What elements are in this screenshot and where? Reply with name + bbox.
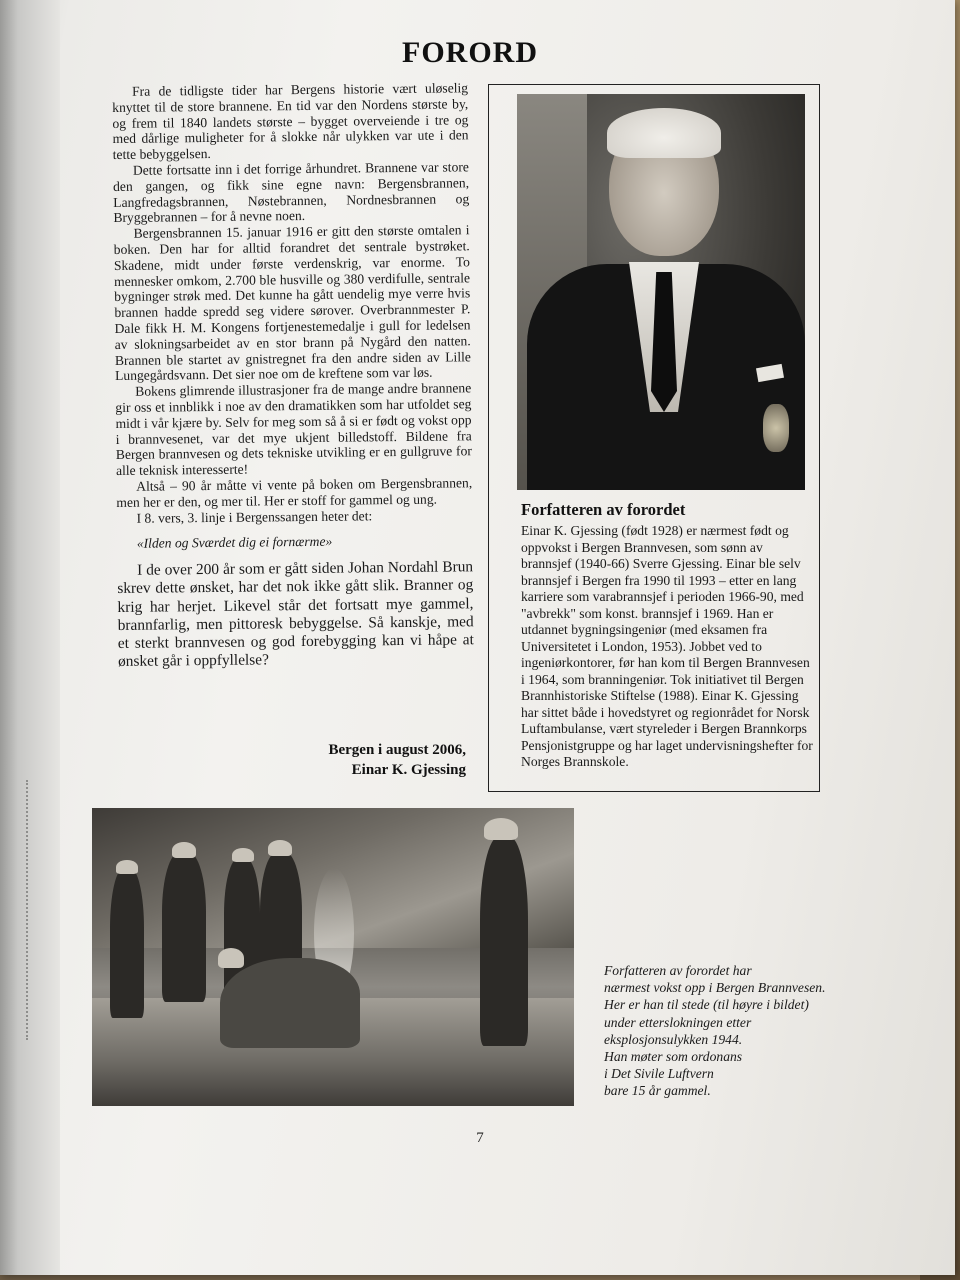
binding-stitches [26,780,38,1040]
helmet-icon [232,848,254,862]
paragraph: Bergensbrannen 15. januar 1916 er gitt den største omtalen i boken. Den har for alltid forandret det sentrale bystrøket. Skadene, midt under første verdenskrig, var enorme. To mennesker omkom, 2.700 ble husville og 380 verdifulle, sentrale bygninger strøk med. Det kunne ha gått uendelig mye verre hvis brannen hadde spredd seg videre sørover. Overbrannmester P. Dale fikk H. M. Kongens fortjenestemedalje i gull for ledelsen av slokningsarbeidet av en stor brann på Nygård den natten. Brannen ble startet av gnistregnet fra den andre siden av Lille Lungegårdsvann. Det sier noe om de kreftene som var løs. [113,222,471,384]
caption-line: Her er han til stede (til høyre i bildet) [604,997,809,1013]
paragraph: Fra de tidligste tider har Bergens historie vært uløselig knyttet til de store brannene. En tid var den Nordens største by, og frem til 1840 landets største – bygget overveiende i tre og med dårlige muligheter for å slokke når ulykken var ute i den tette bebyggelsen. [112,80,469,163]
caption-line: under etterslokningen etter [604,1014,752,1030]
caption-line: nærmest vokst opp i Bergen Brannvesen. [604,980,826,996]
paragraph: I 8. vers, 3. linje i Bergenssangen heter det: [136,507,373,526]
paragraph: Bokens glimrende illustrasjoner fra de mange andre brannene gir oss et innblikk i noe av den dramatikken som har utfoldet seg midt i vår kjære by. Selv for meg som så å si er født og vokst opp i brannvesenet, var det mye ukjent billedstoff. Bildene fra Bergen brannvesen og dets tekniske utvikling er en gullgruve for alle teknisk interesserte! [115,380,472,479]
badge-icon [763,404,789,452]
page-gutter [0,0,60,1275]
helmet-icon [268,840,292,856]
signature-name: Einar K. Gjessing [351,762,466,778]
author-box-heading: Forfatteren av forordet [521,500,686,519]
caption-line: eksplosjonsulykken 1944. [604,1031,743,1047]
helmet-icon [218,948,244,968]
caption-line: Han møter som ordonans [604,1049,743,1065]
caption-line: i Det Sivile Luftvern [604,1066,714,1082]
caption-line: bare 15 år gammel. [604,1083,711,1099]
photo-figure [162,852,206,1002]
page-title: FORORD [402,36,538,69]
photo-figure-author [480,836,528,1046]
caption-line: Forfatteren av forordet har [604,963,752,978]
foreword-body [112,80,474,671]
author-portrait-photo [517,94,805,490]
photo-figure [110,868,144,1018]
photo-hair [607,108,721,158]
photo-caption [604,962,864,1100]
signature-place-date: Bergen i august 2006, [328,742,466,758]
page-number: 7 [476,1130,484,1146]
paragraph: Dette fortsatte inn i det forrige århundret. Brannene var store den gangen, og fikk sine egne navn: Bergensbrannen, Langfredagsbrannen, Nøstebrannen, Nordnesbrannen og Bryggebrannen – for å nevne noen. [112,159,470,226]
helmet-icon [484,818,518,840]
historic-firefighters-photo [92,808,574,1106]
song-quote: «Ilden og Sværdet dig ei fornærme» [136,534,333,552]
author-bio: Einar K. Gjessing (født 1928) er nærmest født og oppvokst i Bergen Brannvesen, som sønn av brannsjef (1940-66) Sverre Gjessing. Einar ble selv brannsjef i Bergen fra 1990 til 1993 – etter en lang karriere som varabrannsjef i perioden 1966-90, med "avbrekk" som konst. brannsjef i 1969. Han er utdannet bygningsingeniør (med eksamen fra Universitetet i London, 1953). Jobbet ved to ingeniørkontorer, før han kom til Bergen Brannvesen i 1964, som branningeniør. Tok initiativet til Bergen Brannhistoriske Stiftelse (1988). Einar K. Gjessing har sittet både i hovedstyret og regionrådet for Norsk Luftambulanse, vært styreleder i Bergen Brannkorps Pensjonistgruppe og har laget undervisningshefter for Norges Brannskole. [521,523,813,769]
helmet-icon [116,860,138,874]
helmet-icon [172,842,196,858]
paragraph: I de over 200 år som er gått siden Johan Nordahl Brun skrev dette ønsket, har det nok ikke gått slik. Branner og krig har herjet. Likevel står det fortsatt mye gammel, brannfarlig, men pittoresk bebyggelse. Så kanskje, med et sterkt brannvesen og god forebygging kan vi håpe at ønsket går i oppfyllelse? [117,558,474,671]
signature-block [280,740,466,780]
paragraph: Altså – 90 år måtte vi vente på boken om Bergensbrannen, men her er den, og mer til. Her er stoff for gammel og ung. [116,475,473,510]
photo-crouching-figure [220,958,360,1048]
